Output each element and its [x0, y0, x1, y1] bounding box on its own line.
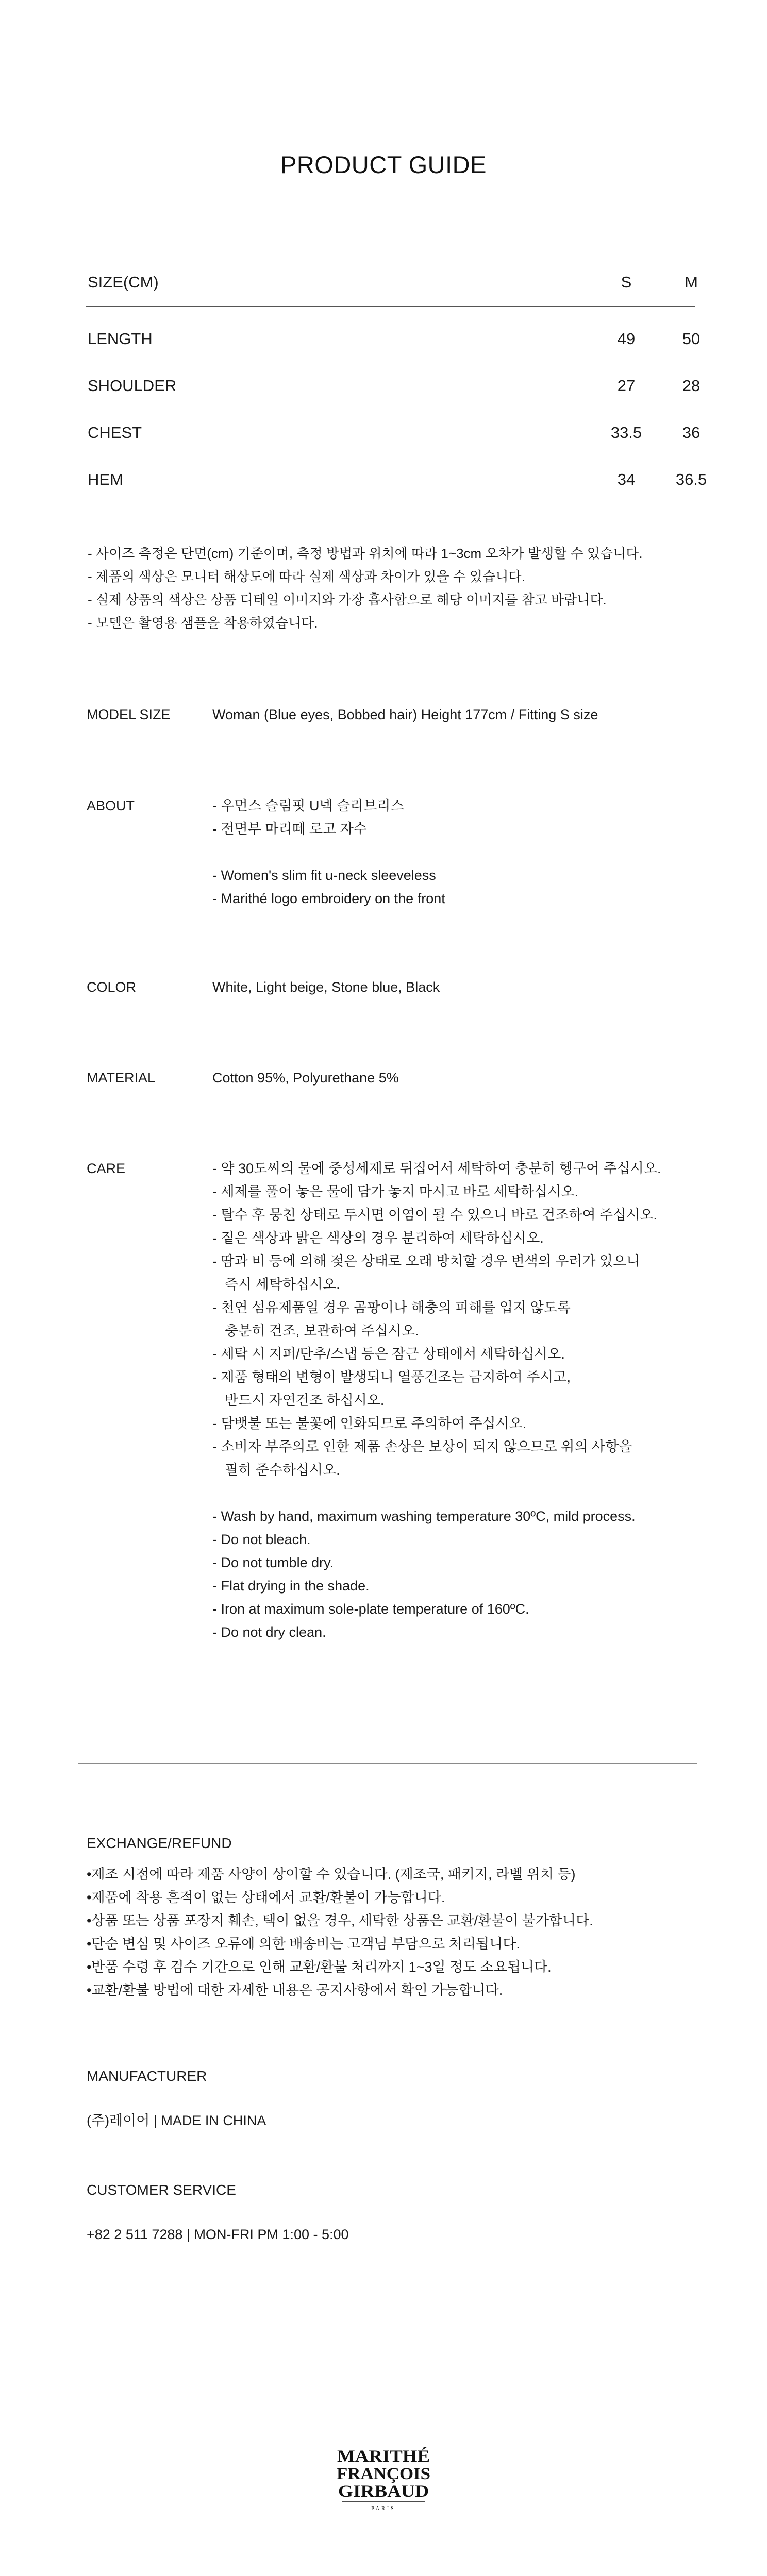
care-line: - Do not bleach.: [212, 1532, 311, 1547]
manufacturer-value: (주)레이어 | MADE IN CHINA: [87, 2113, 266, 2128]
care-line: - Do not dry clean.: [212, 1624, 326, 1640]
care-line: - 짙은 색상과 밝은 색상의 경우 분리하여 세탁하십시오.: [212, 1230, 544, 1246]
color-value: White, Light beige, Stone blue, Black: [212, 979, 440, 995]
about-line: - Marithé logo embroidery on the front: [212, 891, 445, 906]
color-label: COLOR: [87, 979, 137, 995]
size-row-s: 27: [617, 377, 636, 395]
brand-logo-mark: [332, 2442, 435, 2519]
care-line: - 천연 섬유제품일 경우 곰팡이나 해충의 피해를 입지 않도록: [212, 1300, 571, 1315]
model-size-value: Woman (Blue eyes, Bobbed hair) Height 177cm / Fitting S size: [212, 707, 598, 722]
care-line: 필히 준수하십시오.: [225, 1462, 340, 1478]
size-row-s: 33.5: [610, 423, 642, 442]
care-line: - 세탁 시 지퍼/단추/스냅 등은 잠근 상태에서 세탁하십시오.: [212, 1346, 565, 1362]
customer-service-section: [87, 2178, 349, 2246]
size-row-label: SHOULDER: [88, 377, 177, 395]
model-size-label: MODEL SIZE: [87, 707, 171, 722]
about-line: - 우먼스 슬림핏 U넥 슬리브리스: [212, 798, 404, 814]
logo-line-1: MARITHÉ: [337, 2447, 421, 2466]
care-line: 반드시 자연건조 하십시오.: [225, 1393, 385, 1408]
care-line: - Iron at maximum sole-plate temperature of 160ºC.: [212, 1601, 529, 1617]
logo-line-3: GIRBAUD: [338, 2482, 429, 2501]
care-line: - 땀과 비 등에 의해 젖은 상태로 오래 방치할 경우 변색의 우려가 있으니: [212, 1253, 640, 1269]
size-row-label: HEM: [88, 470, 123, 488]
care-line: 충분히 건조, 보관하여 주십시오.: [225, 1323, 419, 1338]
care-line: - 담뱃불 또는 불꽃에 인화되므로 주의하여 주십시오.: [212, 1416, 527, 1431]
care-line: - 소비자 부주의로 인한 제품 손상은 보상이 되지 않으므로 위의 사항을: [212, 1439, 632, 1454]
size-header-label: SIZE(CM): [88, 273, 159, 291]
exchange-line: •제품에 착용 흔적이 없는 상태에서 교환/환불이 가능합니다.: [87, 1890, 445, 1905]
about-line: - Women's slim fit u-neck sleeveless: [212, 868, 436, 883]
exchange-line: •교환/환불 방법에 대한 자세한 내용은 공지사항에서 확인 가능합니다.: [87, 1982, 503, 1998]
page-title: PRODUCT GUIDE: [280, 151, 487, 178]
manufacturer-title: MANUFACTURER: [87, 2068, 207, 2084]
logo-line-4: PARIS: [371, 2506, 396, 2512]
size-notes: [88, 542, 643, 635]
care-line: - Flat drying in the shade.: [212, 1578, 370, 1594]
size-table-header: [86, 273, 698, 307]
size-row-s: 49: [617, 330, 636, 348]
care-line: 즉시 세탁하십시오.: [225, 1277, 340, 1292]
care-line: - 제품 형태의 변형이 발생되니 열풍건조는 금지하여 주시고,: [212, 1369, 571, 1385]
size-row-m: 36: [682, 423, 701, 442]
size-row-label: LENGTH: [88, 330, 153, 348]
size-row-m: 28: [682, 377, 701, 395]
size-row-label: CHEST: [88, 423, 142, 442]
size-row-m: 50: [682, 330, 701, 348]
exchange-line: •제조 시점에 따라 제품 사양이 상이할 수 있습니다. (제조국, 패키지, 라벨 위치 등): [87, 1867, 576, 1882]
size-header-s: S: [621, 273, 632, 291]
care-line: - 세제를 풀어 놓은 물에 담가 놓지 마시고 바로 세탁하십시오.: [212, 1184, 578, 1199]
table-row: [86, 366, 701, 413]
note-line: - 사이즈 측정은 단면(cm) 기준이며, 측정 방법과 위치에 따라 1~3cm 오차가 발생할 수 있습니다.: [88, 546, 643, 561]
exchange-line: •단순 변심 및 사이즈 오류에 의한 배송비는 고객님 부담으로 처리됩니다.: [87, 1936, 520, 1952]
brand-logo: [332, 2442, 435, 2519]
exchange-title: EXCHANGE/REFUND: [87, 1835, 232, 1851]
logo-line-2: FRANÇOIS: [337, 2465, 430, 2483]
size-row-m: 36.5: [675, 470, 707, 488]
material-value: Cotton 95%, Polyurethane 5%: [212, 1070, 399, 1086]
size-row-s: 34: [617, 470, 636, 488]
about-line: - 전면부 마리떼 로고 자수: [212, 821, 367, 837]
table-row: [86, 413, 701, 460]
manufacturer-section: [87, 2064, 266, 2132]
about-label: ABOUT: [87, 798, 135, 814]
care-line: - Do not tumble dry.: [212, 1555, 334, 1570]
customer-service-title: CUSTOMER SERVICE: [87, 2182, 236, 2198]
size-header-m: M: [685, 273, 698, 291]
exchange-line: •반품 수령 후 검수 기간으로 인해 교환/환불 처리까지 1~3일 정도 소요됩니다.: [87, 1959, 552, 1975]
exchange-section: [87, 1832, 593, 2002]
customer-service-value: +82 2 511 7288 | MON-FRI PM 1:00 - 5:00: [87, 2227, 349, 2242]
note-line: - 제품의 색상은 모니터 해상도에 따라 실제 색상과 차이가 있을 수 있습니다.: [88, 569, 525, 584]
note-line: - 실제 상품의 색상은 상품 디테일 이미지와 가장 흡사함으로 해당 이미지를 참고 바랍니다.: [88, 592, 607, 607]
table-row: [86, 460, 707, 507]
section-divider: [78, 1763, 697, 1764]
care-label: CARE: [87, 1161, 126, 1176]
size-table: [86, 273, 707, 507]
note-line: - 모델은 촬영용 샘플을 착용하였습니다.: [88, 615, 318, 631]
table-row: [86, 319, 701, 366]
care-line: - Wash by hand, maximum washing temperature 30ºC, mild process.: [212, 1509, 636, 1524]
material-label: MATERIAL: [87, 1070, 156, 1086]
care-line: - 약 30도씨의 물에 중성세제로 뒤집어서 세탁하여 충분히 헹구어 주십시오.: [212, 1161, 661, 1176]
care-line: - 탈수 후 뭉친 상태로 두시면 이염이 될 수 있으니 바로 건조하여 주십시오.: [212, 1207, 657, 1223]
exchange-line: •상품 또는 상품 포장지 훼손, 택이 없을 경우, 세탁한 상품은 교환/환불이 불가합니다.: [87, 1913, 593, 1928]
